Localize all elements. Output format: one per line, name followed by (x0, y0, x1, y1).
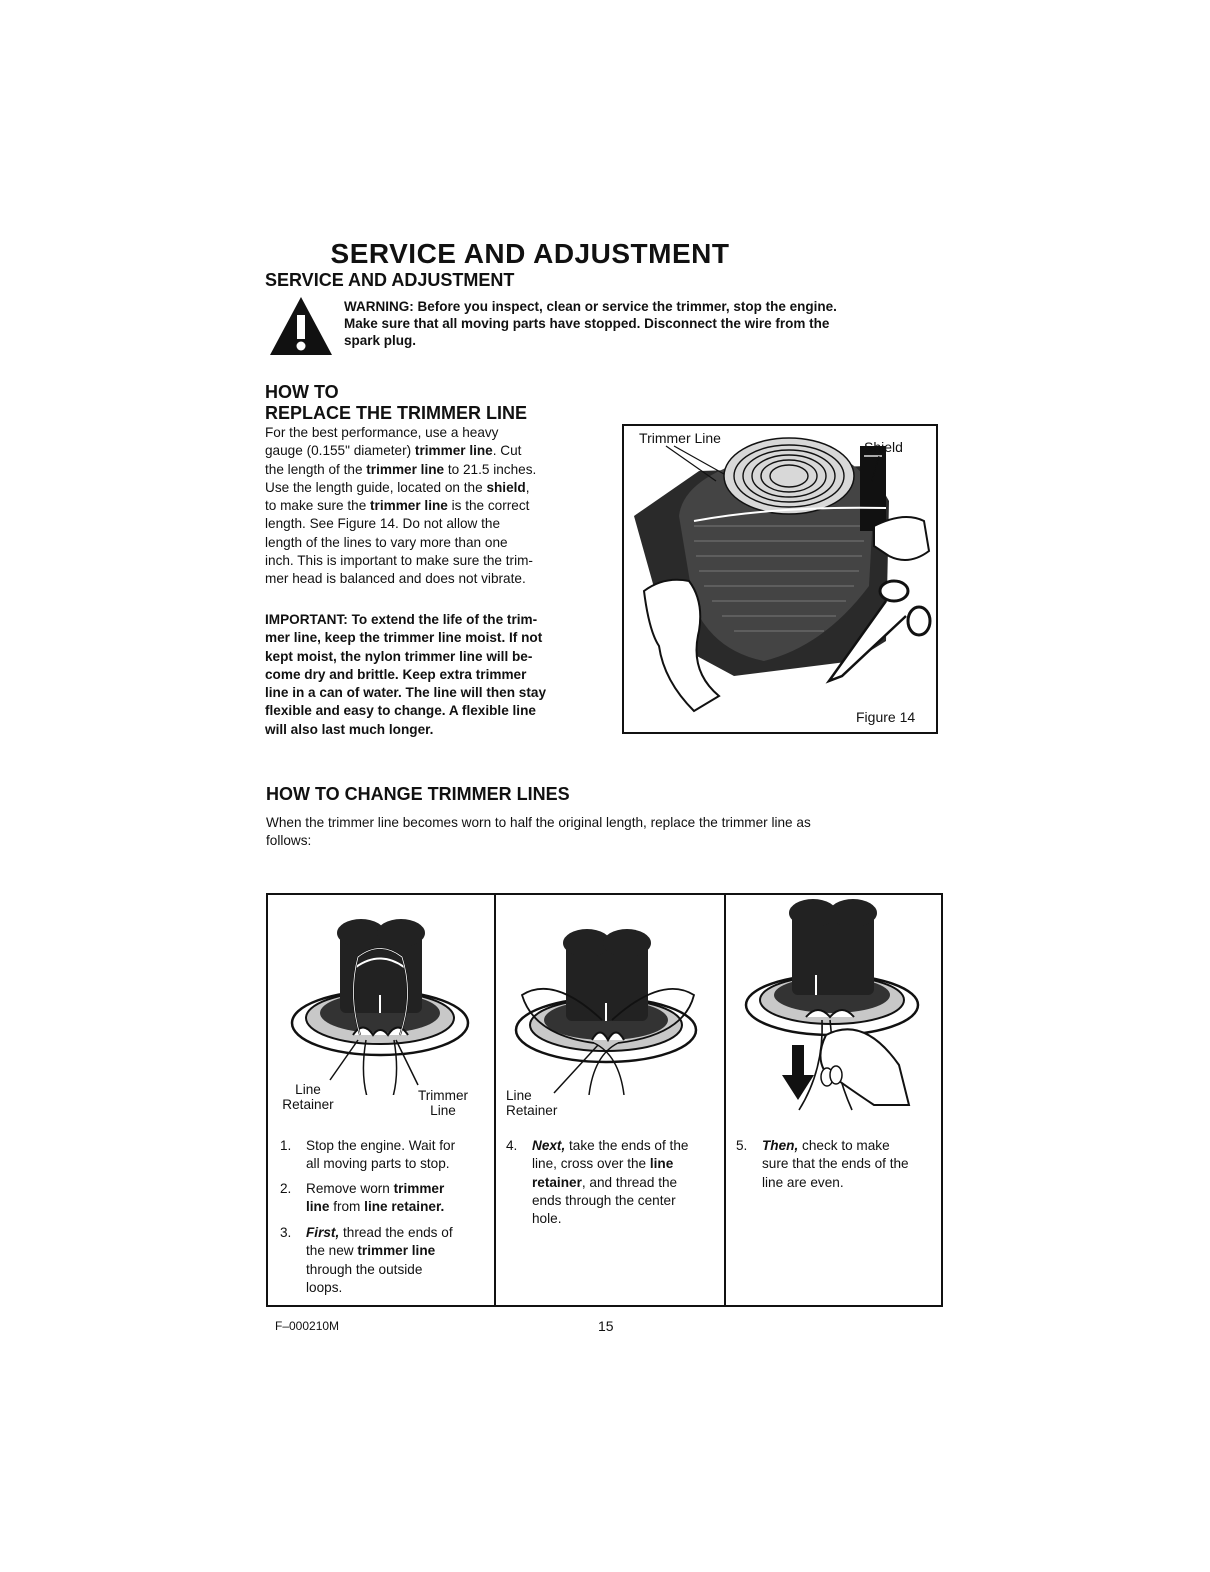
step-text-line: through the outside (306, 1261, 423, 1277)
warning-line: spark plug. (344, 333, 417, 348)
page-number: 15 (598, 1318, 614, 1334)
change-intro-line: When the trimmer line becomes worn to half the original length, replace the trimmer line as (266, 815, 811, 830)
replace-paragraph (265, 424, 605, 589)
step-text-line: Stop the engine. Wait for (306, 1138, 456, 1153)
step-text-line: Then, check to make (762, 1138, 890, 1153)
important-line: flexible and easy to change. A flexible line (265, 703, 536, 719)
crossed-line-illustration (494, 895, 722, 1095)
change-intro-line: follows: (266, 833, 312, 849)
label-line-retainer: Line Retainer (282, 1082, 334, 1112)
step-text-line: line from line retainer. (306, 1199, 445, 1215)
warning-line: WARNING: Before you inspect, clean or service the trimmer, stop the engine. (344, 299, 837, 314)
step-text-line: all moving parts to stop. (306, 1156, 450, 1172)
step-number: 2. (280, 1181, 292, 1196)
line-retainer-illustration (268, 895, 492, 1095)
important-paragraph (265, 611, 605, 739)
step-number: 5. (736, 1138, 748, 1153)
section-title: SERVICE AND ADJUSTMENT (265, 270, 515, 290)
heading-replace-trimmer-line: REPLACE THE TRIMMER LINE (265, 403, 528, 423)
step-number: 4. (506, 1138, 518, 1153)
label-trimmer-line: Trimmer Line (417, 1088, 469, 1118)
step-text (306, 1180, 487, 1217)
step-text (306, 1137, 487, 1174)
steps-column-3 (724, 895, 942, 1305)
replace-paragraph-line: length of the lines to vary more than one (265, 534, 508, 550)
replace-paragraph-line: the length of the trimmer line to 21.5 inches. (265, 461, 537, 477)
important-line: come dry and brittle. Keep extra trimmer (265, 666, 527, 682)
replace-paragraph-line: For the best performance, use a heavy (265, 425, 499, 440)
even-ends-illustration (724, 895, 940, 1135)
important-line: IMPORTANT: To extend the life of the trim- (265, 612, 538, 627)
replace-paragraph-line: mer head is balanced and does not vibrate. (265, 571, 526, 587)
trimmer-head-illustration (624, 426, 935, 731)
replace-paragraph-line: length. See Figure 14. Do not allow the (265, 516, 501, 532)
warning-line: Make sure that all moving parts have stopped. Disconnect the wire from the (344, 316, 830, 331)
replace-paragraph-line: gauge (0.155" diameter) trimmer line. Cut (265, 443, 522, 459)
replace-paragraph-line: inch. This is important to make sure the trim- (265, 553, 533, 569)
step-text-line: retainer, and thread the (532, 1174, 678, 1190)
step-text-line: First, thread the ends of (306, 1225, 453, 1240)
heading-how-to: HOW TO (265, 382, 339, 402)
label-trimmer-line: Trimmer Line (639, 430, 721, 446)
step-text-line: line are even. (762, 1174, 844, 1190)
step-text-line: line, cross over the line (532, 1156, 674, 1172)
step-text-line: Next, take the ends of the (532, 1138, 689, 1153)
step-text-line: loops. (306, 1279, 343, 1295)
change-intro (266, 814, 946, 851)
important-line: mer line, keep the trimmer line moist. If not (265, 630, 543, 646)
step-text-line: sure that the ends of the (762, 1156, 909, 1172)
steps-table (266, 893, 943, 1307)
replace-paragraph-line: Use the length guide, located on the shield, (265, 479, 530, 495)
step-text-line: hole. (532, 1211, 562, 1227)
figure-14 (622, 424, 938, 734)
figure-caption: Figure 14 (856, 709, 916, 725)
replace-paragraph-line: to make sure the trimmer line is the correct (265, 498, 530, 514)
step-number: 3. (280, 1225, 292, 1240)
label-line-retainer: Line Retainer (506, 1088, 558, 1118)
step-text (532, 1137, 716, 1228)
step-text-line: Remove worn trimmer (306, 1181, 445, 1196)
step-text (306, 1224, 487, 1297)
heading-change-trimmer-lines: HOW TO CHANGE TRIMMER LINES (266, 784, 570, 804)
document-code: F–000210M (275, 1319, 340, 1333)
steps-column-1 (268, 895, 496, 1305)
warning-icon (268, 295, 334, 357)
page-title: SERVICE AND ADJUSTMENT (330, 238, 730, 269)
warning-text (344, 298, 939, 349)
label-shield: Shield (864, 439, 903, 455)
important-line: kept moist, the nylon trimmer line will be- (265, 648, 533, 664)
step-text-line: ends through the center (532, 1192, 676, 1208)
steps-column-2 (494, 895, 726, 1305)
important-line: will also last much longer. (265, 721, 434, 737)
step-text-line: the new trimmer line (306, 1243, 436, 1259)
step-number: 1. (280, 1138, 292, 1153)
step-text (762, 1137, 932, 1192)
important-line: line in a can of water. The line will then stay (265, 685, 547, 701)
